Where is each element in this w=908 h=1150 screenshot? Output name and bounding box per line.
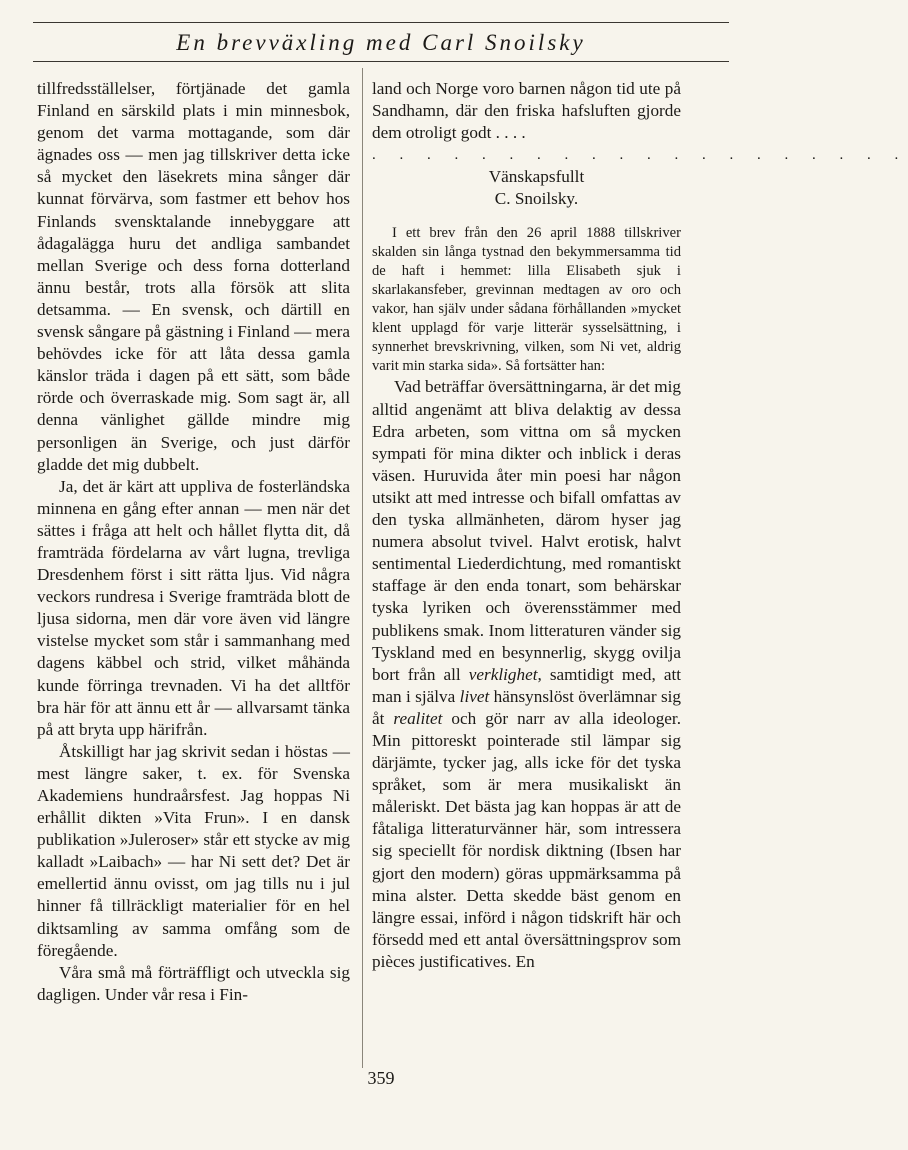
emphasis-realitet: realitet bbox=[393, 708, 443, 728]
body-text-c: hänsynslöst överlämnar sig åt bbox=[372, 686, 682, 728]
left-paragraph-2: Ja, det är kärt att uppliva de fosterländska minnena en gång efter annan — men när det sättes i fråga att helt och hållet flytta dit, då framträda fördelarna av vårt lugna, trevliga Dresdenhem först i sitt rätta ljus. Vid några veckors rundresa i Sverige framträda blott de ljusa sidorna, men där vore även vid längre vistelse mycket som står i sammanhang med dagens käbbel och strid, vilket måhända kunde förringa trevnaden. Vi ha det alltför bra här för att ännu ett år — allvarsamt tänka på att bryta upp härifrån. bbox=[37, 476, 350, 739]
ellipsis-leaders: . . . . . . . . . . . . . . . . . . . . bbox=[372, 147, 908, 164]
left-paragraph-3: Åtskilligt har jag skrivit sedan i höstas — mest längre saker, t. ex. för Svenska Akademiens hundraårsfest. Jag hoppas Ni erhållit dikten »Vita Frun». I en dansk publikation »Juleroser» står ett stycke av mig kalladt »Laibach» — har Ni sett det? Det är emellertid ännu ovisst, om jag tills nu i jul hinner få tillräckligt materialier för en hel diktsamling av samma omfång som de föregående. bbox=[37, 741, 350, 960]
letter-signature: C. Snoilsky. bbox=[494, 189, 579, 209]
editorial-note bbox=[372, 224, 681, 376]
left-column bbox=[37, 78, 350, 1006]
body-text-d: och gör narr av alla ideologer. Min pittoreskt pointerade stil lämpar sig därjämte, tycker jag, alls icke för det tyska språket, som är mera musikaliskt än måleriskt. Det bästa jag kan hoppas är att de fåtaliga litteraturvänner här, som intressera sig speciellt för nordisk diktning (Ibsen har gjort den modern) göras uppmärksamma på mina alster. Detta skedde bäst genom en längre essai, införd i någon tidskrift här och försedd med ett antal översättningsprov som pièces justificatives. En bbox=[372, 708, 681, 971]
running-head: En brevväxling med Carl Snoilsky bbox=[176, 30, 586, 55]
emphasis-verklighet: verklighet bbox=[468, 664, 538, 684]
editorial-note-text: I ett brev från den 26 april 1888 tillskriver skalden sin långa tystnad den bekymmersamma tid de haft i hemmet: lilla Elisabeth sjuk i skarlakansfeber, grevinnan medtagen av oro och vakor, han själv under sådana förhållanden »mycket klent upplagd för varje litterär sysselsättning, i synnerhet brevskrivning, vilken, som Ni vet, aldrig varit min starka sida». Så fortsätter han: bbox=[372, 225, 681, 375]
letter-closing: Vänskapsfullt bbox=[488, 167, 585, 187]
body-text-a: Vad beträffar översättningarna, är det mig alltid angenämt att bliva delaktig av dessa Edra arbeten, som vittna om så mycken sympati för mina dikter och inblick i deras väsen. Huruvida åter min poesi har någon utsikt att med intresse och bifall omfattas av den tyska allmänheten, därom hyser jag numera absolut tvivel. Halvt erotisk, halvt sentimental Liederdichtung, med romantiskt staffage är den enda tonart, som behärskar tyska lyriken och överensstämmer med publikens smak. Inom litteraturen vänder sig Tyskland med en besynnerlig, skygg ovilja bort från all bbox=[372, 377, 681, 684]
right-column bbox=[372, 78, 908, 973]
emphasis-livet: livet bbox=[459, 686, 490, 706]
left-paragraph-1: tillfredsställelser, förtjänade det gamla Finland en särskild plats i min minnesbok, genom det varma mottagande, som där ägnades oss — men jag tillskriver detta icke så mycket den läsekrets mina sånger där kunnat förvärva, som fastmer ett behov hos Finlands svensktalande innebyggare att ådagalägga huru det andliga sambandet mellan Sverige och dess forna dotterland ännu består, trots alla försök att slita detsamma. — En svensk, och därtill en svensk sångare på gästning i Finland — mera behövdes icke för att låta dessa gamla känslor träda i dagen på ett sätt, som både rörde och överraskade mig. Som sagt är, all denna vänlighet gällde mindre mig personligen än Sverige, och just därför gladde det mig dubbelt. bbox=[37, 79, 350, 474]
body-text-b: , samtidigt med, att man i själva bbox=[372, 664, 682, 706]
right-paragraph-1: land och Norge voro barnen någon tid ute på Sandhamn, där den friska hafsluften gjorde dem otroligt godt . . . . bbox=[372, 79, 681, 143]
header-rule-top bbox=[33, 22, 729, 23]
column-divider bbox=[362, 68, 363, 1068]
right-paragraph-2 bbox=[372, 376, 681, 973]
header-rule-bottom bbox=[33, 61, 729, 62]
page-number: 359 bbox=[367, 1068, 395, 1088]
left-paragraph-4: Våra små må förträffligt och utveckla sig dagligen. Under vår resa i Fin- bbox=[37, 962, 350, 1004]
